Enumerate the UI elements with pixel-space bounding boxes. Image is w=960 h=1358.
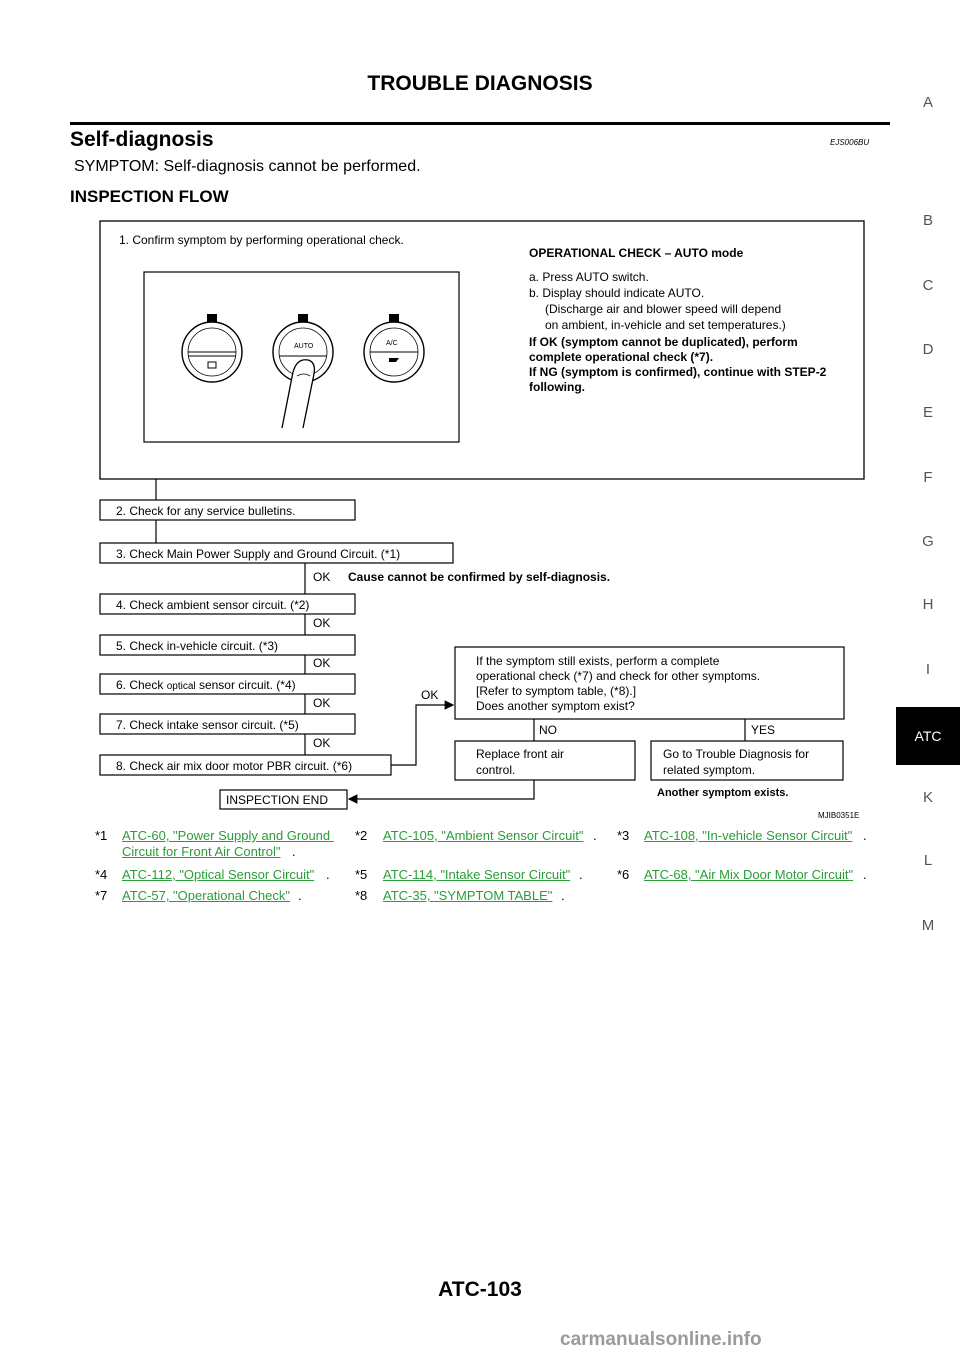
replace-line-1: Replace front air (476, 747, 565, 761)
ok-label-4: OK (313, 616, 331, 630)
ref-label-8: *8 (355, 888, 368, 903)
mode-dial-icon (364, 314, 424, 382)
ref-suffix-8: . (561, 888, 565, 903)
goto-line-2: related symptom. (663, 763, 756, 777)
reference-row-3 (95, 888, 895, 906)
side-tab-d[interactable]: D (922, 341, 934, 358)
step3-text: 3. Check Main Power Supply and Ground Circuit. (*1) (116, 547, 401, 561)
ref-link-4[interactable]: ATC-112, "Optical Sensor Circuit" (122, 867, 315, 882)
page-number: ATC-103 (438, 1278, 522, 1301)
figure-id: MJIB0351E (818, 811, 860, 820)
ref-link-8[interactable]: ATC-35, "SYMPTOM TABLE" (383, 888, 553, 903)
inspection-flow-heading: INSPECTION FLOW (70, 187, 229, 206)
side-tab-atc[interactable]: ATC (896, 707, 960, 765)
watermark: carmanualsonline.info (560, 1329, 762, 1350)
ref-label-7: *7 (95, 888, 108, 903)
ref-link-1b[interactable]: Circuit for Front Air Control" (122, 844, 281, 859)
ok-label-3: OK (313, 570, 331, 584)
question-line-1: If the symptom still exists, perform a complete (476, 654, 720, 668)
symptom-text: SYMPTOM: Self-diagnosis cannot be performed. (74, 158, 421, 175)
ref-suffix-4: . (326, 867, 330, 882)
ref-link-3[interactable]: ATC-108, "In-vehicle Sensor Circuit" (644, 828, 853, 843)
step1-frame (100, 221, 864, 479)
op-check-line-c2: on ambient, in-vehicle and set temperatures.) (545, 318, 786, 332)
question-line-2: operational check (*7) and check for other symptoms. (476, 669, 761, 683)
question-line-4: Does another symptom exist? (476, 699, 635, 713)
reference-row-1 (95, 828, 895, 862)
op-check-line-a: a. Press AUTO switch. (529, 270, 649, 284)
auto-label: AUTO (294, 343, 314, 350)
op-check-ok-2: complete operational check (*7). (529, 350, 714, 364)
goto-line-1: Go to Trouble Diagnosis for (663, 747, 810, 761)
side-tab-k[interactable]: K (922, 789, 933, 806)
op-check-line-b: b. Display should indicate AUTO. (529, 286, 705, 300)
op-check-ok-1: If OK (symptom cannot be duplicated), perform (529, 335, 798, 349)
side-tab-b[interactable]: B (922, 212, 933, 229)
op-check-line-c1: (Discharge air and blower speed will depend (545, 302, 782, 316)
question-line-3: [Refer to symptom table, (*8).] (476, 684, 637, 698)
ref-suffix-6: . (863, 867, 867, 882)
section-title: Self-diagnosis (70, 128, 214, 151)
section-code: EJS006BU (830, 138, 870, 147)
replace-line-2: control. (476, 763, 516, 777)
side-tab-f[interactable]: F (923, 469, 933, 486)
ref-suffix-1: . (292, 844, 296, 859)
ref-label-2: *2 (355, 828, 368, 843)
step2-text: 2. Check for any service bulletins. (116, 504, 296, 518)
ref-label-1: *1 (95, 828, 108, 843)
another-symptom-note: Another symptom exists. (657, 787, 789, 799)
step1-text: 1. Confirm symptom by performing operational check. (119, 233, 404, 247)
ref-label-3: *3 (617, 828, 630, 843)
side-tab-g[interactable]: G (922, 533, 934, 550)
step4-text: 4. Check ambient sensor circuit. (*2) (116, 598, 310, 612)
side-tab-a[interactable]: A (922, 94, 933, 111)
side-tab-c[interactable]: C (922, 277, 934, 294)
ok-label-7: OK (313, 736, 331, 750)
ac-label: A/C (386, 340, 398, 347)
ref-suffix-3: . (863, 828, 867, 843)
page-header-title: TROUBLE DIAGNOSIS (367, 72, 593, 95)
fan-dial-icon (182, 314, 242, 382)
ref-suffix-2: . (593, 828, 597, 843)
ref-link-2[interactable]: ATC-105, "Ambient Sensor Circuit" (383, 828, 584, 843)
ref-label-5: *5 (355, 867, 368, 882)
op-check-ng-2: following. (529, 380, 585, 394)
side-tab-i[interactable]: I (925, 661, 931, 678)
inspection-end-text: INSPECTION END (226, 793, 329, 807)
ok-label-8: OK (421, 688, 439, 702)
ok-label-6: OK (313, 696, 331, 710)
no-label: NO (539, 723, 557, 737)
step8-text: 8. Check air mix door motor PBR circuit. (*6) (116, 759, 353, 773)
ref-suffix-7: . (298, 888, 302, 903)
ok-label-5: OK (313, 656, 331, 670)
side-tab-m[interactable]: M (921, 917, 935, 934)
ref-link-5[interactable]: ATC-114, "Intake Sensor Circuit" (383, 867, 571, 882)
op-check-ng-1: If NG (symptom is confirmed), continue with STEP-2 (529, 365, 827, 379)
yes-label: YES (751, 723, 776, 737)
ref-suffix-5: . (579, 867, 583, 882)
side-tab-l[interactable]: L (923, 852, 933, 869)
step6-text: 6. Check optical sensor circuit. (*4) (116, 678, 296, 692)
ref-label-4: *4 (95, 867, 108, 882)
op-check-title: OPERATIONAL CHECK – AUTO mode (529, 246, 744, 260)
reference-row-2 (95, 867, 895, 885)
step7-text: 7. Check intake sensor circuit. (*5) (116, 718, 299, 732)
ref-link-1a[interactable]: ATC-60, "Power Supply and Ground (122, 828, 334, 843)
cause-note: Cause cannot be confirmed by self-diagnosis. (348, 570, 611, 584)
ref-label-6: *6 (617, 867, 630, 882)
side-tab-h[interactable]: H (922, 596, 934, 613)
ref-link-7[interactable]: ATC-57, "Operational Check" (122, 888, 290, 903)
side-tab-e[interactable]: E (922, 404, 933, 421)
step5-text: 5. Check in-vehicle circuit. (*3) (116, 639, 279, 653)
ref-link-6[interactable]: ATC-68, "Air Mix Door Motor Circuit" (644, 867, 854, 882)
